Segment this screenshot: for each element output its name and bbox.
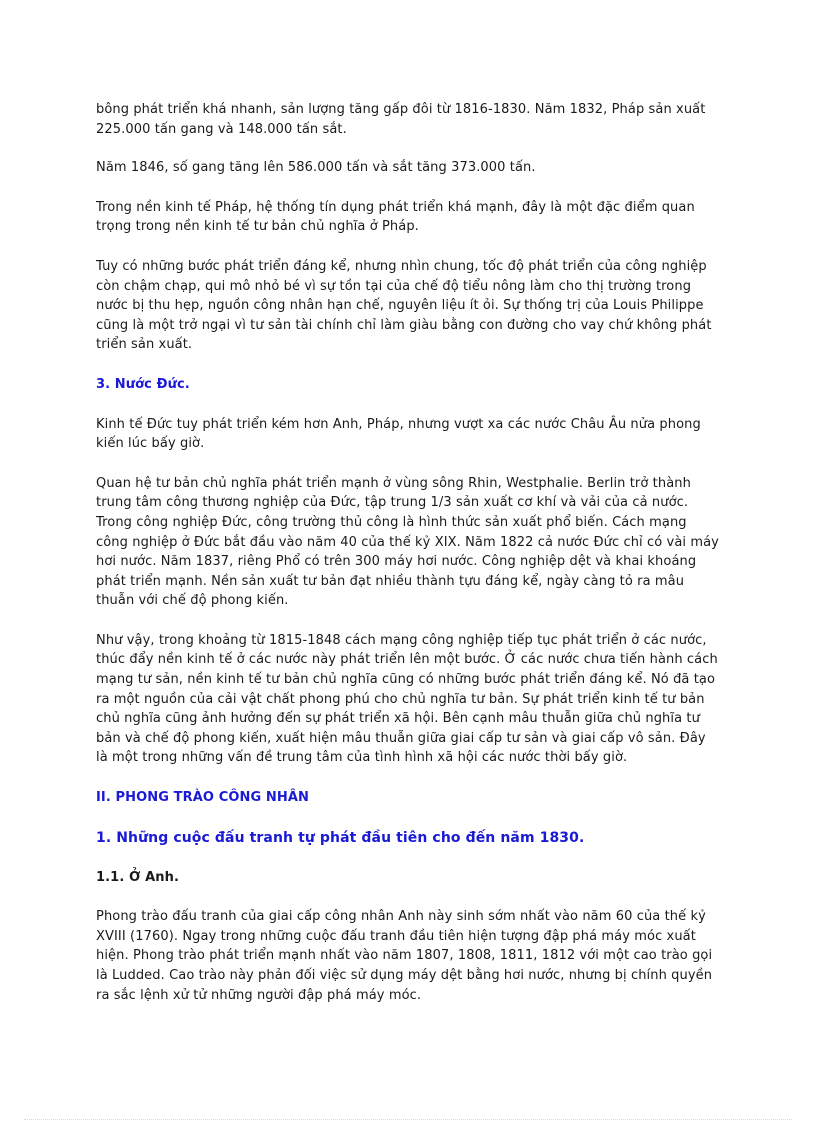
paragraph-1846-output: Năm 1846, số gang tăng lên 586.000 tấn và sắt tăng 373.000 tấn.	[96, 160, 536, 176]
paragraph-summary-1815-1848: Như vậy, trong khoảng từ 1815-1848 cách mạng công nghiệp tiếp tục phát triển ở các nước, thúc đẩy nền kinh tế ở các nước này phát triển lên một bước. Ở các nước chưa tiến hành cách mạng tư sản, nền kinh tế tư bản chủ nghĩa cũng có những bước phát triển đáng kể. Nó đã tạo ra một nguồn của cải vật chất phong phú cho chủ nghĩa tư bản. Sự phát triển kinh tế tư bản chủ nghĩa cũng ảnh hưởng đến sự phát triển xã hội. Bên cạnh mâu thuẫn giữa chủ nghĩa tư bản và chế độ phong kiến, xuất hiện mâu thuẫn giữa giai cấp tư sản và giai cấp vô sản. Đây là một trong những vấn đề trung tâm của tình hình xã hội các nước thời bấy giờ.	[96, 632, 718, 766]
paragraph-germany-economy: Kinh tế Đức tuy phát triển kém hơn Anh, Pháp, nhưng vượt xa các nước Châu Âu nửa phong kiến lúc bấy giờ.	[96, 416, 701, 452]
document-body	[96, 100, 721, 1005]
paragraph-france-cast-iron: bông phát triển khá nhanh, sản lượng tăng gấp đôi từ 1816-1830. Năm 1832, Pháp sản xuất 225.000 tấn gang và 148.000 tấn sắt.	[96, 102, 706, 137]
paragraph-credit-system: Trong nền kinh tế Pháp, hệ thống tín dụng phát triển khá mạnh, đây là một đặc điểm quan trọng trong nền kinh tế tư bản chủ nghĩa ở Pháp.	[96, 199, 695, 235]
heading-spontaneous-struggles: 1. Những cuộc đấu tranh tự phát đầu tiên cho đến năm 1830.	[96, 829, 585, 846]
heading-england: 1.1. Ở Anh.	[96, 869, 179, 885]
page-bottom-divider	[24, 1119, 792, 1120]
paragraph-england-struggle: Phong trào đấu tranh của giai cấp công nhân Anh này sinh sớm nhất vào năm 60 của thế kỷ XVIII (1760). Ngay trong những cuộc đấu tranh đầu tiên hiện tượng đập phá máy móc xuất hiện. Phong trào phát triển mạnh nhất vào năm 1807, 1808, 1811, 1812 với một cao trào gọi là Ludded. Cao trào này phản đối việc sử dụng máy dệt bằng hơi nước, nhưng bị chính quyền ra sắc lệnh xử tử những người đập phá máy móc.	[96, 909, 713, 1003]
paragraph-slow-development: Tuy có những bước phát triển đáng kể, nhưng nhìn chung, tốc độ phát triển của công nghiệp còn chậm chạp, qui mô nhỏ bé vì sự tồn tại của chế độ tiểu nông làm cho thị trường trong nước bị thu hẹp, nguồn công nhân hạn chế, nguyên liệu ít ỏi. Sự thống trị của Louis Philippe cũng là một trở ngại vì tư sản tài chính chỉ làm giàu bằng con đường cho vay chứ không phát triển sản xuất.	[96, 258, 712, 353]
paragraph-germany-capitalism: Quan hệ tư bản chủ nghĩa phát triển mạnh ở vùng sông Rhin, Westphalie. Berlin trở thành trung tâm công thương nghiệp của Đức, tập trung 1/3 sản xuất cơ khí và vải của cả nước. Trong công nghiệp Đức, công trường thủ công là hình thức sản xuất phổ biến. Cách mạng công nghiệp ở Đức bắt đầu vào năm 40 của thế kỷ XIX. Năm 1822 cả nước Đức chỉ có vài máy hơi nước. Năm 1837, riêng Phổ có trên 300 máy hơi nước. Công nghiệp dệt và khai khoáng phát triển mạnh. Nền sản xuất tư bản đạt nhiều thành tựu đáng kể, ngày càng tỏ ra mâu thuẫn với chế độ phong kiến.	[96, 475, 719, 609]
heading-germany: 3. Nước Đức.	[96, 376, 190, 392]
heading-workers-movement: II. PHONG TRÀO CÔNG NHÂN	[96, 790, 309, 806]
